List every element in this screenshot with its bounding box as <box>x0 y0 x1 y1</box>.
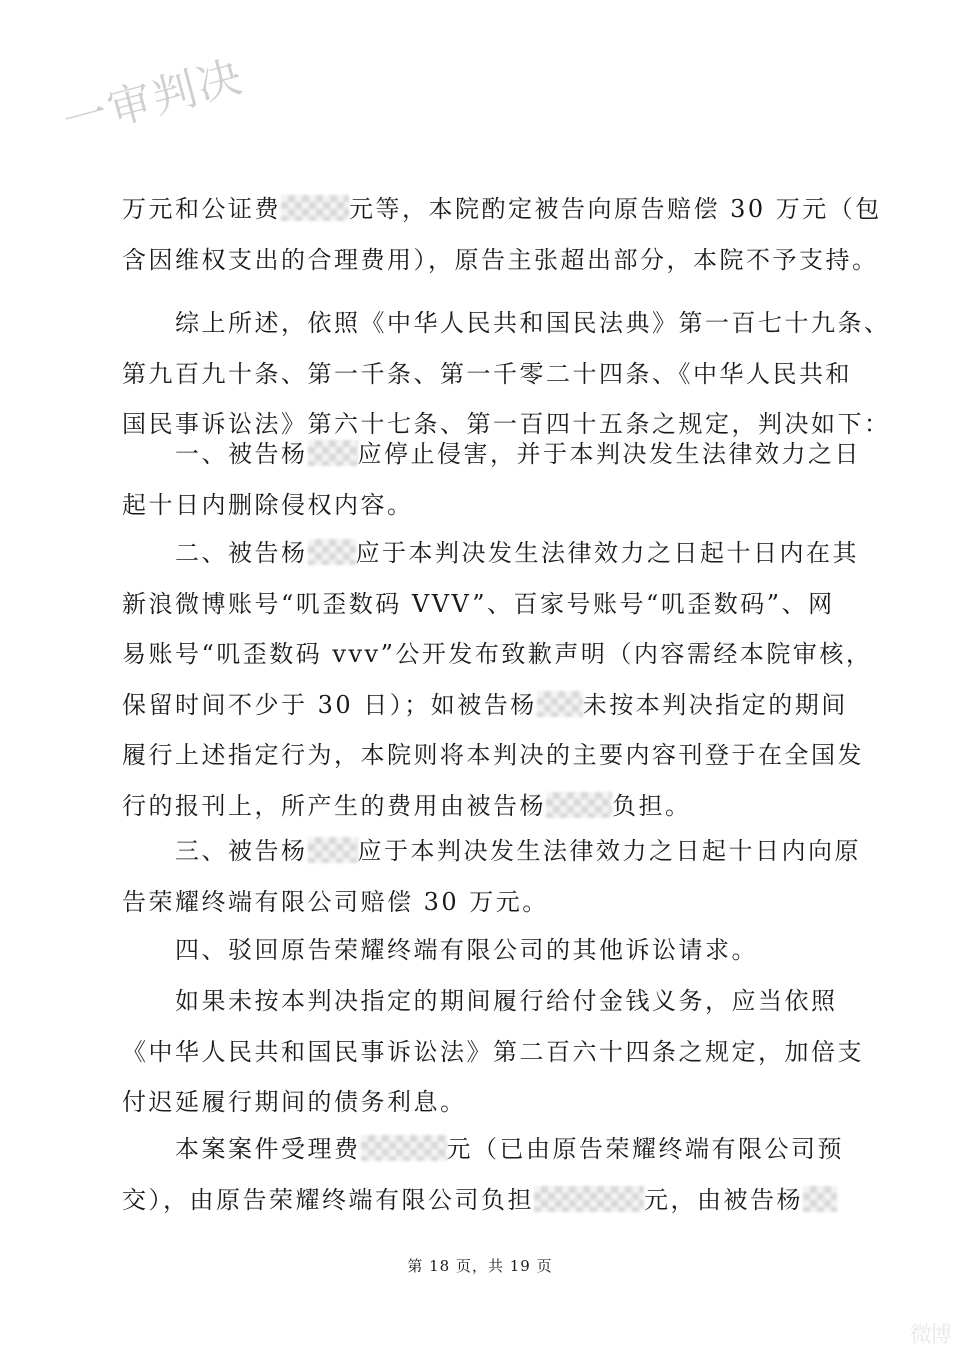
text-line: 保留时间不少于 30 日）；如被告杨 未按本判决指定的期间 <box>122 690 848 719</box>
paragraph-item-one <box>122 429 861 530</box>
text-line: 行的报刊上，所产生的费用由被告杨 负担。 <box>122 791 692 820</box>
text-line: 三、被告杨 应于本判决发生法律效力之日起十日内向原 <box>175 837 861 865</box>
text-line: 综上所述，依照《中华人民共和国民法典》第一百七十九条、 <box>175 309 891 337</box>
paragraph-item-four <box>122 925 842 976</box>
text-line: 国民事诉讼法》第六十七条、第一百四十五条之规定，判决如下： <box>122 410 891 438</box>
text-line: 新浪微博账号“叽歪数码 VVV”、百家号账号“叽歪数码”、网 <box>122 589 835 618</box>
redaction-mask <box>803 1186 837 1212</box>
paragraph-item-two <box>122 528 873 831</box>
text-line: 履行上述指定行为，本院则将本判决的主要内容刊登于在全国发 <box>122 741 864 769</box>
text-line: 如果未按本判决指定的期间履行给付金钱义务，应当依照 <box>175 987 838 1015</box>
text-line: 含因维权支出的合理费用），原告主张超出部分，本院不予支持。 <box>122 245 879 274</box>
text-line: 易账号“叽歪数码 vvv”公开发布致歉声明（内容需经本院审核， <box>122 640 873 668</box>
paragraph-fees <box>122 1124 842 1225</box>
text-line: 告荣耀终端有限公司赔偿 30 万元。 <box>122 887 549 916</box>
text-line: 起十日内删除侵权内容。 <box>122 490 414 519</box>
text-line: 四、驳回原告荣耀终端有限公司的其他诉讼请求。 <box>175 936 758 964</box>
text-line: 第九百九十条、第一千条、第一千零二十四条、《中华人民共和 <box>122 359 852 388</box>
text-line: 本案案件受理费 元（已由原告荣耀终端有限公司预 <box>175 1135 844 1163</box>
text-line: 交），由原告荣耀终端有限公司负担 元，由被告杨 <box>122 1175 842 1226</box>
redaction-mask <box>281 195 349 221</box>
watermark: 微博 <box>909 1323 950 1348</box>
redaction-mask <box>308 539 356 565</box>
text-line: 付迟延履行期间的债务利息。 <box>122 1088 467 1116</box>
text-line: 一、被告杨 应停止侵害，并于本判决发生法律效力之日 <box>175 440 861 468</box>
paragraph-item-three <box>122 826 861 927</box>
paragraph-interest <box>122 976 864 1128</box>
paragraph-legal-basis <box>122 298 891 450</box>
redaction-mask <box>534 1186 644 1212</box>
judgment-stamp: 一审判决 <box>57 51 249 148</box>
text-line: 《中华人民共和国民事诉讼法》第二百六十四条之规定，加倍支 <box>122 1037 864 1066</box>
redaction-mask <box>361 1135 447 1161</box>
text-line: 万元和公证费 元等，本院酌定被告向原告赔偿 30 万元（包 <box>122 195 882 223</box>
redaction-mask <box>308 440 358 466</box>
text-line: 二、被告杨 应于本判决发生法律效力之日起十日内在其 <box>175 539 859 567</box>
paragraph-costs <box>122 184 882 285</box>
page-footer: 第 18 页，共 19 页 <box>407 1257 553 1275</box>
redaction-mask <box>546 792 612 818</box>
redaction-mask <box>308 837 358 863</box>
redaction-mask <box>537 691 583 717</box>
